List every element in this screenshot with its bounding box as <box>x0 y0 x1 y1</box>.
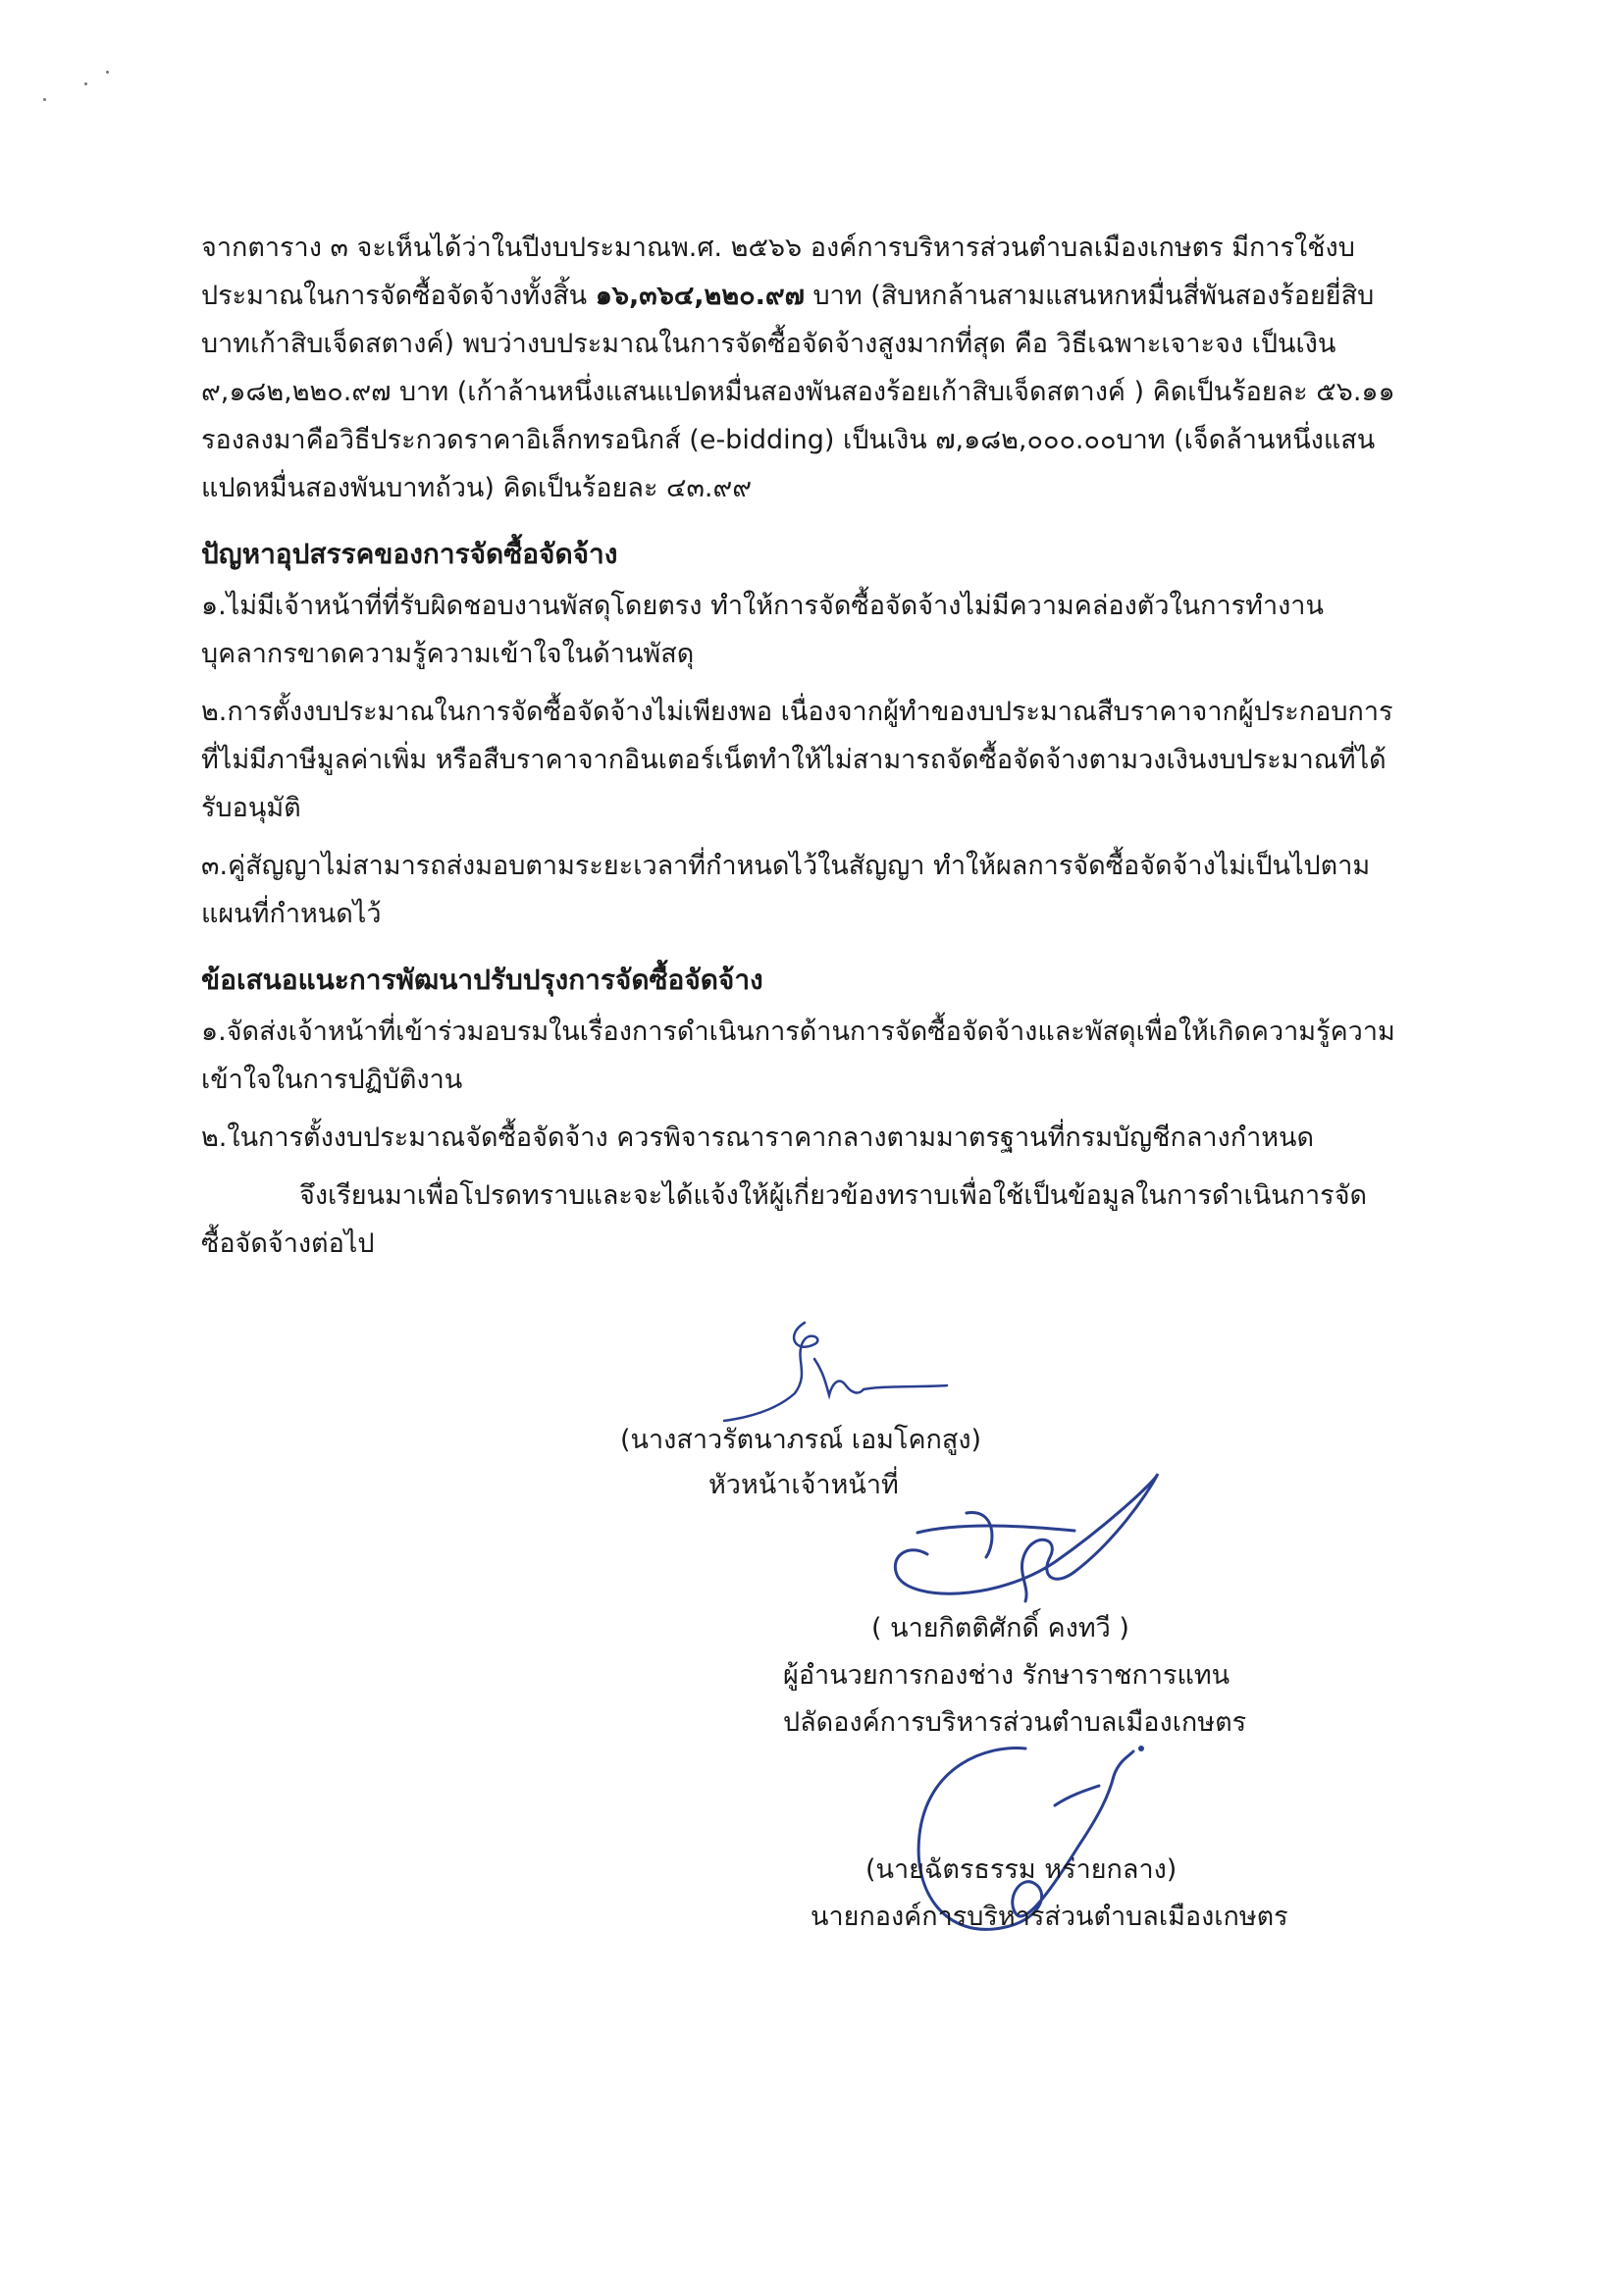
summary-text-pre: จากตาราง ๓ จะเห็นได้ว่าในปีงบประมาณพ.ศ. ๒๕๖๖ องค์การบริหารส่วนตำบลเมืองเกษตร มีการใช้งบประมาณในการจัดซื้อจัดจ้างทั้งสิ้น <box>201 233 1355 311</box>
problems-heading: ปัญหาอุปสรรคของการจัดซื้อจัดจ้าง <box>201 538 618 570</box>
signature-1-position: หัวหน้าเจ้าหน้าที่ <box>708 1470 899 1500</box>
scan-speck <box>43 98 46 101</box>
signature-2-name: ( นายกิตติศักดิ์ คงทวี ) <box>871 1613 1129 1644</box>
document-body <box>201 224 1398 1268</box>
suggestions-heading: ข้อเสนอแนะการพัฒนาปรับปรุงการจัดซื้อจัดจ้าง <box>201 964 763 996</box>
summary-text-post: บาท (สิบหกล้านสามแสนหกหมื่นสี่พันสองร้อยยี่สิบบาทเก้าสิบเจ็ดสตางค์) พบว่างบประมาณในการจัดซื้อจัดจ้างสูงมากที่สุด คือ วิธีเฉพาะเจาะจง เป็นเงิน ๙,๑๘๒,๒๒๐.๙๗ บาท (เก้าล้านหนึ่งแสนแปดหมื่นสองพันสองร้อยเก้าสิบเจ็ดสตางค์ ) คิดเป็นร้อยละ ๕๖.๑๑ รองลงมาคือวิธีประกวดราคาอิเล็กทรอนิกส์ (e-bidding) เป็นเงิน ๗,๑๘๒,๐๐๐.๐๐บาท (เจ็ดล้านหนึ่งแสนแปดหมื่นสองพันบาทถ้วน) คิดเป็นร้อยละ ๔๓.๙๙ <box>201 281 1395 503</box>
closing-paragraph: จึงเรียนมาเพื่อโปรดทราบและจะได้แจ้งให้ผู้เกี่ยวข้องทราบเพื่อใช้เป็นข้อมูลในการดำเนินการจัดซื้อจัดจ้างต่อไป <box>201 1180 1368 1259</box>
signature-1-name: (นางสาวรัตนาภรณ์ เอมโคกสูง) <box>620 1425 982 1455</box>
signature-1-handwriting <box>716 1315 952 1423</box>
signature-3-name: (นายฉัตรธรรม หร่ายกลาง) <box>865 1854 1178 1885</box>
signature-2-position-line-2: ปลัดองค์การบริหารส่วนตำบลเมืองเกษตร <box>783 1707 1247 1738</box>
scan-speck <box>106 71 109 74</box>
signature-3-position: นายกองค์การบริหารส่วนตำบลเมืองเกษตร <box>811 1902 1288 1932</box>
summary-total-amount: ๑๖,๓๖๔,๒๒๐.๙๗ <box>595 281 805 311</box>
suggestion-item-2: ๒.ในการตั้งงบประมาณจัดซื้อจัดจ้าง ควรพิจารณาราคากลางตามมาตรฐานที่กรมบัญชีกลางกำหนด <box>201 1122 1315 1153</box>
problem-item-3: ๓.คู่สัญญาไม่สามารถส่งมอบตามระยะเวลาที่กำหนดไว้ในสัญญา ทำให้ผลการจัดซื้อจัดจ้างไม่เป็นไปตามแผนที่กำหนดไว้ <box>201 851 1371 929</box>
signature-2-handwriting <box>878 1464 1173 1611</box>
scan-speck <box>84 82 87 85</box>
signature-2-position-line-1: ผู้อำนวยการกองช่าง รักษาราชการแทน <box>783 1660 1230 1691</box>
problem-item-2: ๒.การตั้งงบประมาณในการจัดซื้อจัดจ้างไม่เพียงพอ เนื่องจากผู้ทำของบประมาณสืบราคาจากผู้ประกอบการที่ไม่มีภาษีมูลค่าเพิ่ม หรือสืบราคาจากอินเตอร์เน็ตทำให้ไม่สามารถจัดซื้อจัดจ้างตามวงเงินงบประมาณที่ได้รับอนุมัติ <box>201 697 1393 823</box>
summary-paragraph <box>201 224 1398 512</box>
suggestion-item-1: ๑.จัดส่งเจ้าหน้าที่เข้าร่วมอบรมในเรื่องการดำเนินการด้านการจัดซื้อจัดจ้างและพัสดุเพื่อให้เกิดความรู้ความเข้าใจในการปฏิบัติงาน <box>201 1017 1395 1095</box>
problem-item-1: ๑.ไม่มีเจ้าหน้าที่ที่รับผิดชอบงานพัสดุโดยตรง ทำให้การจัดซื้อจัดจ้างไม่มีความคล่องตัวในการทำงาน บุคลากรขาดความรู้ความเข้าใจในด้านพัสดุ <box>201 591 1324 669</box>
